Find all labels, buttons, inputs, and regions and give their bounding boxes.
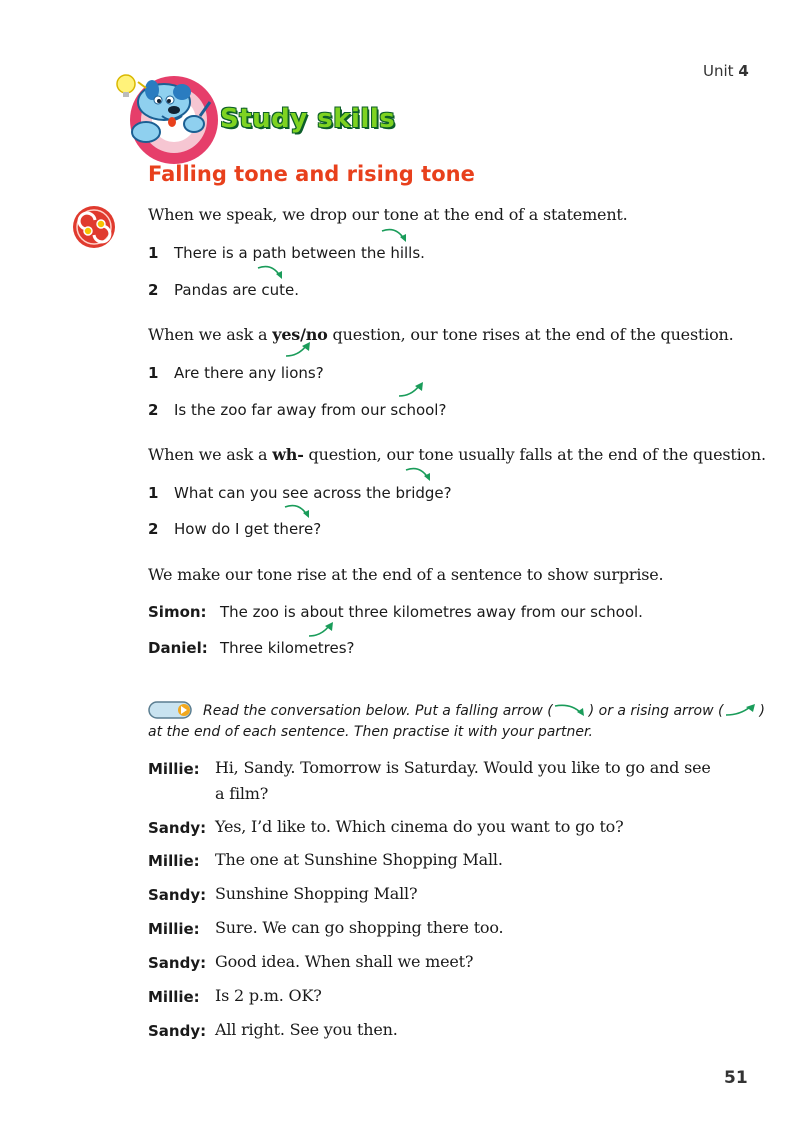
statement-example: 2 Pandas are cute. bbox=[148, 281, 300, 299]
conversation-line: Good idea. When shall we meet? bbox=[215, 952, 474, 971]
falling-arrow-icon bbox=[256, 264, 286, 282]
speaker-name: Sandy: bbox=[148, 886, 207, 904]
conversation-line: All right. See you then. bbox=[215, 1020, 398, 1039]
rising-arrow-icon bbox=[307, 620, 337, 638]
wh-example: 2 How do I get there? bbox=[148, 520, 322, 538]
wh-intro: When we ask a wh- question, our tone usually falls at the end of the question. bbox=[148, 445, 766, 464]
conversation-line: Sunshine Shopping Mall? bbox=[215, 884, 418, 903]
statement-intro: When we speak, we drop our tone at the end of a statement. bbox=[148, 205, 628, 224]
page-number: 51 bbox=[724, 1068, 748, 1088]
falling-arrow-icon bbox=[553, 703, 589, 717]
unit-label: Unit 4 bbox=[703, 62, 749, 80]
speaker-name: Millie: bbox=[148, 920, 200, 938]
section-title: Study skills bbox=[220, 104, 396, 134]
speaker-name: Sandy: bbox=[148, 954, 207, 972]
yesno-intro: When we ask a yes/no question, our tone rises at the end of the question. bbox=[148, 325, 734, 344]
dialogue-line: Daniel: Three kilometres? bbox=[148, 639, 355, 657]
sub-title: Falling tone and rising tone bbox=[148, 162, 475, 186]
speaker-name: Millie: bbox=[148, 760, 200, 778]
listening-icon bbox=[72, 205, 116, 249]
wh-example: 1 What can you see across the bridge? bbox=[148, 484, 452, 502]
exercise-instruction-line2: at the end of each sentence. Then practise it with your partner. bbox=[148, 724, 593, 740]
surprise-intro: We make our tone rise at the end of a sentence to show surprise. bbox=[148, 565, 664, 584]
conversation-line: Hi, Sandy. Tomorrow is Saturday. Would you like to go and see bbox=[215, 758, 711, 777]
falling-arrow-icon bbox=[380, 227, 410, 245]
yesno-example: 1 Are there any lions? bbox=[148, 364, 324, 382]
rising-arrow-icon bbox=[724, 703, 760, 717]
dialogue-line: Simon: The zoo is about three kilometres away from our school. bbox=[148, 603, 643, 621]
conversation-line: a film? bbox=[215, 784, 269, 803]
yesno-example: 2 Is the zoo far away from our school? bbox=[148, 401, 447, 419]
exercise-instruction: Read the conversation below. Put a falling arrow ( ) or a rising arrow ( ) bbox=[203, 703, 765, 719]
dog-mascot-icon bbox=[112, 62, 232, 166]
speaker-name: Sandy: bbox=[148, 1022, 207, 1040]
falling-arrow-icon bbox=[283, 503, 313, 521]
rising-arrow-icon bbox=[284, 340, 314, 358]
rising-arrow-icon bbox=[397, 380, 427, 398]
speaker-name: Sandy: bbox=[148, 819, 207, 837]
conversation-line: Sure. We can go shopping there too. bbox=[215, 918, 504, 937]
falling-arrow-icon bbox=[404, 466, 434, 484]
conversation-line: Is 2 p.m. OK? bbox=[215, 986, 322, 1005]
statement-example: 1 There is a path between the hills. bbox=[148, 244, 425, 262]
speaker-name: Millie: bbox=[148, 852, 200, 870]
speaker-name: Millie: bbox=[148, 988, 200, 1006]
conversation-line: The one at Sunshine Shopping Mall. bbox=[215, 850, 503, 869]
exercise-icon bbox=[148, 700, 194, 720]
conversation-line: Yes, I’d like to. Which cinema do you want to go to? bbox=[215, 817, 624, 836]
